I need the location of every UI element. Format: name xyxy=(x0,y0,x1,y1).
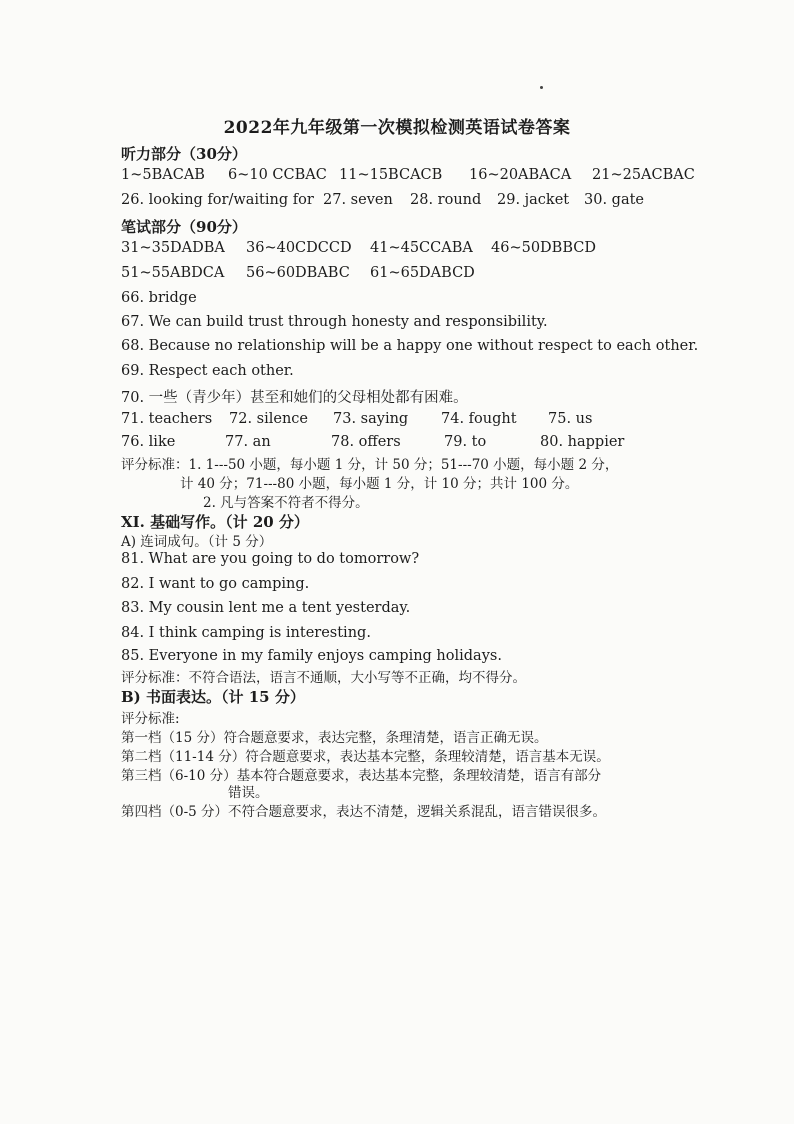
answer-group: 41~45CCABA xyxy=(370,240,473,256)
answer-item: 26. looking for/waiting for xyxy=(121,192,314,208)
answer-group: 31~35DADBA xyxy=(121,240,225,256)
answer-item: 77. an xyxy=(225,434,271,450)
tier-3-line-1: 第三档（6-10 分）基本符合题意要求，表达基本完整，条理较清楚，语言有部分 xyxy=(121,768,602,784)
written-row-1 xyxy=(121,240,721,260)
answer-67: 67. We can build trust through honesty and responsibility. xyxy=(121,314,548,330)
answer-group: 16~20ABACA xyxy=(469,167,572,183)
answer-84: 84. I think camping is interesting. xyxy=(121,625,371,641)
answer-item: 80. happier xyxy=(540,434,625,450)
written-row-2 xyxy=(121,265,721,285)
scoring-line-3: 2. 凡与答案不符者不得分。 xyxy=(203,495,369,511)
answer-66: 66. bridge xyxy=(121,290,197,306)
scoring-a: 评分标准：不符合语法，语言不通顺，大小写等不正确，均不得分。 xyxy=(121,670,526,686)
part-a-heading: A) 连词成句。（计 5 分） xyxy=(121,534,273,550)
page-title: 2022年九年级第一次模拟检测英语试卷答案 xyxy=(223,118,571,138)
answer-group: 11~15BCACB xyxy=(339,167,443,183)
answer-item: 78. offers xyxy=(331,434,401,450)
answer-69: 69. Respect each other. xyxy=(121,363,294,379)
answer-item: 72. silence xyxy=(229,411,309,427)
answer-item: 71. teachers xyxy=(121,411,213,427)
scoring-b-label: 评分标准: xyxy=(121,711,180,727)
answer-item: 75. us xyxy=(548,411,593,427)
answer-70: 70. 一些（青少年）甚至和她们的父母相处都有困难。 xyxy=(121,390,468,406)
answer-item: 76. like xyxy=(121,434,176,450)
answer-group: 6~10 CCBAC xyxy=(228,167,327,183)
answer-item: 30. gate xyxy=(584,192,645,208)
answer-group: 1~5BACAB xyxy=(121,167,205,183)
scoring-line-1: 评分标准：1. 1---50 小题，每小题 1 分，计 50 分；51---70 小题，每小题 2 分， xyxy=(121,457,619,473)
answer-group: 61~65DABCD xyxy=(370,265,475,281)
answer-83: 83. My cousin lent me a tent yesterday. xyxy=(121,600,411,616)
answer-group: 21~25ACBAC xyxy=(592,167,695,183)
part-b-heading: B) 书面表达。（计 15 分） xyxy=(121,688,305,706)
listening-row-1 xyxy=(121,167,721,187)
answer-item: 29. jacket xyxy=(497,192,570,208)
listening-row-2 xyxy=(121,192,721,212)
answer-item: 79. to xyxy=(444,434,487,450)
writing-heading: XI. 基础写作。（计 20 分） xyxy=(121,513,309,531)
answer-81: 81. What are you going to do tomorrow? xyxy=(121,551,420,567)
scan-speck xyxy=(540,86,543,89)
answer-item: 28. round xyxy=(410,192,482,208)
tier-1: 第一档（15 分）符合题意要求，表达完整，条理清楚，语言正确无误。 xyxy=(121,730,548,746)
written-heading: 笔试部分（90分） xyxy=(121,218,247,236)
tier-3-line-2: 错误。 xyxy=(228,785,269,801)
answers-76-80 xyxy=(121,434,721,454)
tier-2: 第二档（11-14 分）符合题意要求，表达基本完整，条理较清楚，语言基本无误。 xyxy=(121,749,610,765)
tier-4: 第四档（0-5 分）不符合题意要求，表达不清楚，逻辑关系混乱，语言错误很多。 xyxy=(121,804,607,820)
answer-82: 82. I want to go camping. xyxy=(121,576,310,592)
answer-85: 85. Everyone in my family enjoys camping holidays. xyxy=(121,648,502,664)
answer-group: 46~50DBBCD xyxy=(491,240,596,256)
answer-item: 74. fought xyxy=(441,411,517,427)
answer-item: 27. seven xyxy=(323,192,393,208)
answer-group: 56~60DBABC xyxy=(246,265,350,281)
listening-heading: 听力部分（30分） xyxy=(121,145,247,163)
answer-68: 68. Because no relationship will be a happy one without respect to each other. xyxy=(121,338,699,354)
answer-item: 73. saying xyxy=(333,411,409,427)
answers-71-75 xyxy=(121,411,721,431)
scoring-line-2: 计 40 分；71---80 小题，每小题 1 分，计 10 分；共计 100 分。 xyxy=(180,476,579,492)
answer-group: 36~40CDCCD xyxy=(246,240,352,256)
answer-group: 51~55ABDCA xyxy=(121,265,225,281)
